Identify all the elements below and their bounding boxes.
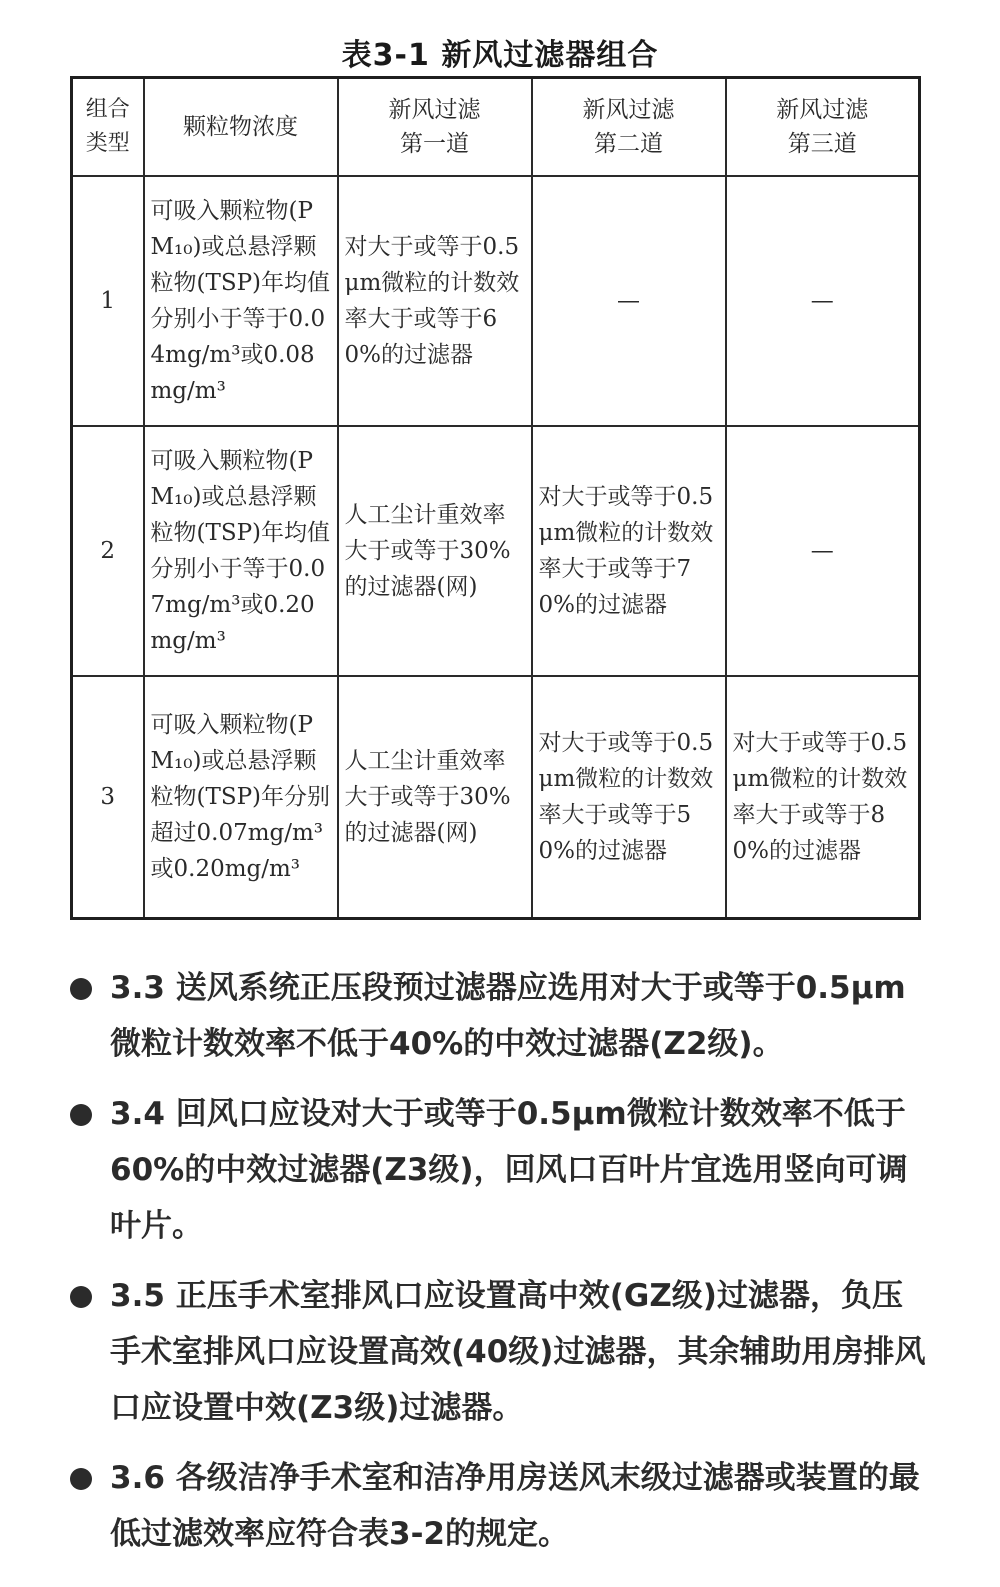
- cell-second-stage: 对大于或等于0.5μm微粒的计数效率大于或等于50%的过滤器: [532, 676, 726, 919]
- cell-concentration: 可吸入颗粒物(PM₁₀)或总悬浮颗粒物(TSP)年均值分别小于等于0.07mg/m³或0.20mg/m³: [144, 426, 338, 676]
- cell-concentration: 可吸入颗粒物(PM₁₀)或总悬浮颗粒物(TSP)年分别超过0.07mg/m³或0.20mg/m³: [144, 676, 338, 919]
- bullet-text: 3.6 各级洁净手术室和洁净用房送风末级过滤器或装置的最低过滤效率应符合表3-2的规定。: [110, 1460, 920, 1552]
- cell-second-stage: 对大于或等于0.5μm微粒的计数效率大于或等于70%的过滤器: [532, 426, 726, 676]
- header-type: 组合 类型: [72, 78, 144, 177]
- bullet-dot-icon: [70, 1104, 92, 1126]
- list-item: [70, 1086, 930, 1254]
- table-row: [72, 676, 920, 919]
- list-item: [70, 960, 930, 1072]
- bullet-text: 3.3 送风系统正压段预过滤器应选用对大于或等于0.5μm微粒计数效率不低于40%的中效过滤器(Z2级)。: [110, 970, 906, 1062]
- bullet-dot-icon: [70, 978, 92, 1000]
- cell-third-stage: 对大于或等于0.5μm微粒的计数效率大于或等于80%的过滤器: [726, 676, 920, 919]
- bullet-text: 3.5 正压手术室排风口应设置高中效(GZ级)过滤器，负压手术室排风口应设置高效(40级)过滤器，其余辅助用房排风口应设置中效(Z3级)过滤器。: [110, 1278, 926, 1426]
- bullet-dot-icon: [70, 1468, 92, 1490]
- bullet-text: 3.4 回风口应设对大于或等于0.5μm微粒计数效率不低于60%的中效过滤器(Z3级)，回风口百叶片宜选用竖向可调叶片。: [110, 1096, 908, 1244]
- bullet-dot-icon: [70, 1286, 92, 1308]
- cell-second-stage: —: [532, 176, 726, 426]
- table-header-row: [72, 78, 920, 177]
- cell-first-stage: 人工尘计重效率大于或等于30%的过滤器(网): [338, 426, 532, 676]
- cell-type: 1: [72, 176, 144, 426]
- table-title: 表3-1 新风过滤器组合: [341, 38, 659, 73]
- cell-concentration: 可吸入颗粒物(PM₁₀)或总悬浮颗粒物(TSP)年均值分别小于等于0.04mg/m³或0.08mg/m³: [144, 176, 338, 426]
- cell-first-stage: 人工尘计重效率大于或等于30%的过滤器(网): [338, 676, 532, 919]
- list-item: [70, 1450, 930, 1562]
- header-third-stage: 新风过滤 第三道: [726, 78, 920, 177]
- cell-third-stage: —: [726, 426, 920, 676]
- bullet-list: [70, 960, 930, 1576]
- cell-type: 2: [72, 426, 144, 676]
- header-second-stage: 新风过滤 第二道: [532, 78, 726, 177]
- list-item: [70, 1268, 930, 1436]
- cell-type: 3: [72, 676, 144, 919]
- cell-third-stage: —: [726, 176, 920, 426]
- cell-first-stage: 对大于或等于0.5μm微粒的计数效率大于或等于60%的过滤器: [338, 176, 532, 426]
- table-row: [72, 176, 920, 426]
- header-first-stage: 新风过滤 第一道: [338, 78, 532, 177]
- filter-combination-table: [70, 76, 921, 920]
- header-concentration: 颗粒物浓度: [144, 78, 338, 177]
- table-row: [72, 426, 920, 676]
